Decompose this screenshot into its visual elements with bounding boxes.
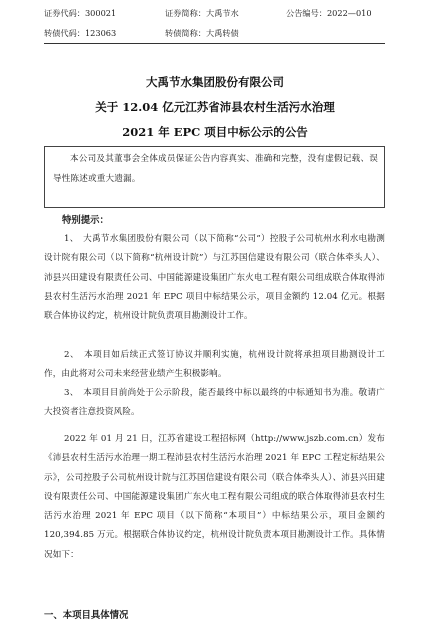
stock-code: 证券代码：300021	[44, 8, 117, 18]
bond-short-name: 转债简称：大禹转债	[165, 28, 239, 38]
announcement-number: 公告编号：2022—010	[286, 8, 372, 18]
announcement-title-line-1: 关于 12.04 亿元江苏省沛县农村生活污水治理	[95, 100, 335, 114]
special-tip-item-1: 1、 大禹节水集团股份有限公司（以下简称“公司”）控股子公司杭州水利水电勘测设计院有限公司（以下简称“杭州设计院”）与江苏国信建设有限公司（联合体牵头人）、沛县兴田建设有限责任公司、中国能源建设集团广东火电工程有限公司组成联合体取得沛县农村生活污水治理 2021 年 EPC 项目中标结果公示，项目金额约 12.04 亿元。根据联合体协议约定，杭州设计院负责项目勘测设计工作。	[44, 234, 385, 322]
stock-short-name: 证券简称：大禹节水	[165, 8, 239, 18]
company-title: 大禹节水集团股份有限公司	[146, 75, 284, 89]
special-tip-item-2: 2、 本项目如后续正式签订协议并顺利实施，杭州设计院将承担项目勘测设计工作，由此将对公司未来经营业绩产生积极影响。	[44, 350, 385, 380]
section-1-heading: 一、本项目具体情况	[44, 610, 129, 621]
body-paragraph: 2022 年 01 月 21 日，江苏省建设工程招标网（http://www.jszb.com.cn）发布《沛县农村生活污水治理一期工程沛县农村生活污水治理 2021 年 EPC 工程定标结果公示》，公司控股子公司杭州设计院与江苏国信建设有限公司（联合体牵头人）、沛县兴田建设有限责任公司、中国能源建设集团广东火电工程有限公司组成的联合体取得沛县农村生活污水治理 2021 年 EPC 项目（以下简称“本项目”）中标结果公示，项目金额约 120,394.85 万元。根据联合体协议约定，杭州设计院负责本项目勘测设计工作。具体情况如下：	[44, 434, 385, 560]
bond-code: 转债代码：123063	[44, 28, 117, 38]
special-tip-item-3: 3、 本项目目前尚处于公示阶段，能否最终中标以最终的中标通知书为准。敬请广大投资者注意投资风险。	[44, 388, 385, 418]
special-tips-heading: 特别提示：	[62, 215, 109, 226]
announcement-title-line-2: 2021 年 EPC 项目中标公示的公告	[122, 125, 308, 139]
board-guarantee-text: 本公司及其董事会全体成员保证公告内容真实、准确和完整，没有虚假记载、误导性陈述或重大遗漏。	[53, 154, 378, 184]
header-divider	[44, 43, 385, 44]
board-guarantee-box	[44, 146, 385, 208]
